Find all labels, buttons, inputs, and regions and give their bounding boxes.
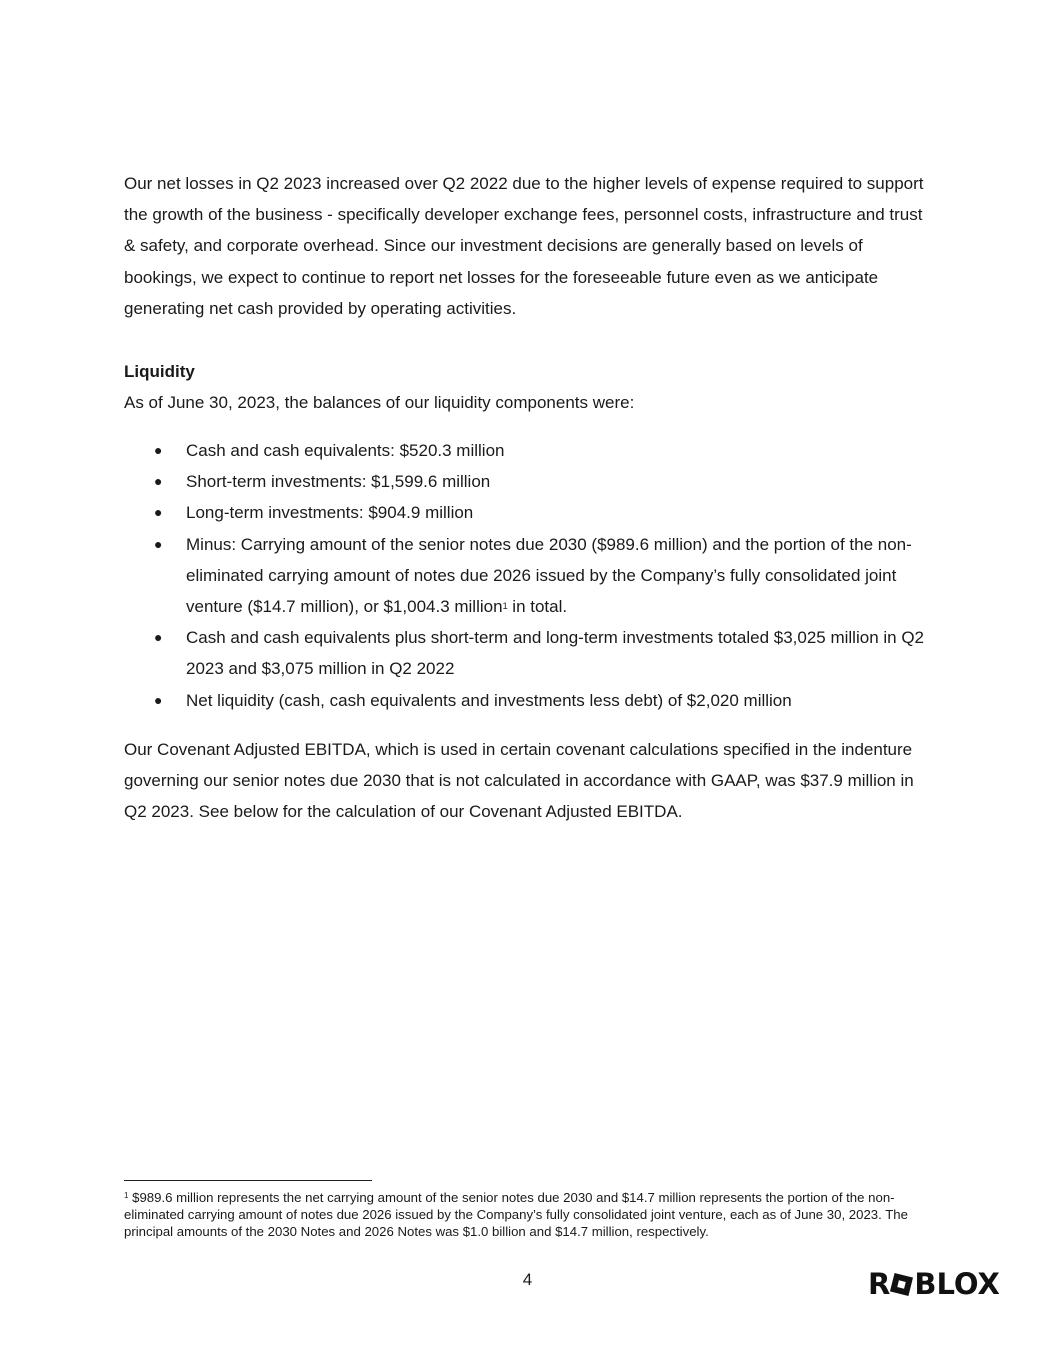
footnote-marker: 1 (124, 1191, 129, 1200)
list-item (124, 497, 924, 528)
liquidity-list (124, 435, 924, 716)
bullet-icon: ● (154, 691, 163, 708)
list-item (124, 466, 924, 497)
list-item (124, 685, 924, 716)
list-item (124, 622, 924, 684)
list-item-text: Short-term investments: $1,599.6 million (186, 472, 491, 492)
roblox-logo (868, 1268, 1010, 1300)
bullet-icon: ● (154, 442, 163, 458)
footnote-text: $989.6 million represents the net carrying amount of the senior notes due 2030 and $14.7 million represents the portion of the non-eliminated carrying amount of notes due 2026 issued by the Company’s fully consolidated joint venture, each as of June 30, 2023. The principal amounts of the 2030 Notes and 2026 Notes was $1.0 billion and $14.7 million, respectively. (124, 1190, 908, 1239)
covenant-ebitda-paragraph: Our Covenant Adjusted EBITDA, which is used in certain covenant calculations specified in the indenture governing our senior notes due 2030 that is not calculated in accordance with GAAP, was $37.9 million in Q2 2023. See below for the calculation of our Covenant Adjusted EBITDA. (124, 740, 914, 822)
list-item-text: Cash and cash equivalents plus short-term and long-term investments totaled $3,025 million in Q2 2023 and $3,075 million in Q2 2022 (186, 628, 924, 679)
logo-letters: BLOX (914, 1267, 1000, 1301)
footnote-reference: 1 (502, 601, 508, 612)
list-item-text: Net liquidity (cash, cash equivalents and investments less debt) of $2,020 million (186, 690, 792, 710)
footnote-divider (124, 1180, 372, 1181)
list-item-text: Minus: Carrying amount of the senior notes due 2030 ($989.6 million) and the portion of the non-eliminated carrying amount of notes due 2026 issued by the Company’s fully consolidated joint venture ($14.7 million), or $1,004.3 million (186, 534, 912, 617)
liquidity-intro: As of June 30, 2023, the balances of our liquidity components were: (124, 393, 635, 412)
footnote (124, 1189, 939, 1240)
logo-o-icon (890, 1272, 913, 1295)
bullet-icon: ● (154, 504, 163, 521)
bullet-icon: ● (154, 535, 163, 552)
bullet-icon: ● (154, 473, 163, 490)
list-item (124, 435, 924, 466)
list-item-text: Cash and cash equivalents: $520.3 million (186, 441, 505, 460)
list-item (124, 529, 924, 623)
logo-letter-r: R (868, 1267, 891, 1301)
bullet-icon: ● (154, 629, 163, 646)
list-item-text: Long-term investments: $904.9 million (186, 503, 474, 523)
net-losses-paragraph: Our net losses in Q2 2023 increased over Q2 2022 due to the higher levels of expense required to support the growth of the business - specifically developer exchange fees, personnel costs, infrastructure and trust & safety, and corporate overhead. Since our investment decisions are generally based on levels of bookings, we expect to continue to report net losses for the foreseeable future even as we anticipate generating net cash provided by operating activities. (124, 174, 924, 318)
page-number: 4 (522, 1270, 533, 1289)
liquidity-heading: Liquidity (124, 362, 195, 381)
list-item-tail: in total. (507, 597, 568, 617)
